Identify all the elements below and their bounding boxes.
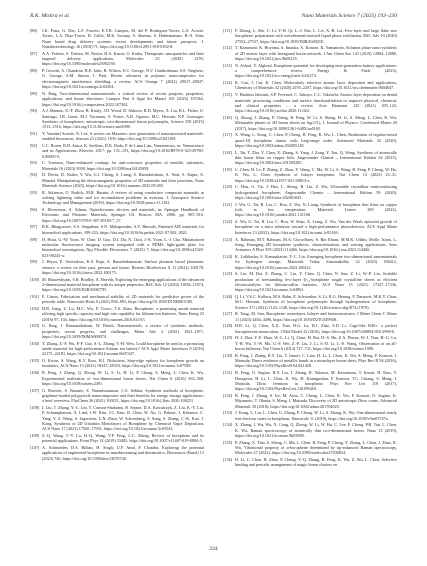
reference-entry [30,131,204,142]
reference-text: Y. Zhang, Z.-F. Wu, P.-F. Gao, S.-L. Zhang, Y.-H. Wen, Could borophene be used as a promising anode material for high-performance lithium ion battery? ACS Appl Mater Interfaces 8 (2016) 22175–22181, https://doi.org/10.1021/acsami.6b07447. [42,340,204,357]
reference-text: C. Hou, G. Tai, J. Hao, L. Sheng, B. Liu, Z. Wu, Ultrastable crystalline semiconducting hydrogenated borophene, Angewandte Chemie – International Edition 59 (2020), https://doi.org/10.1002/anie.202001045. [235,184,397,201]
reference-number: [97] [30,224,37,230]
reference-text: K. Lalithesha, S. Karunakaran, T.-C. Lin, Emerging borophene two-dimensional nanomaterials for hydrogen storage, Materials Today Sustainability 22 (2023) 100412, https://doi.org/10.1016/j.mtsust.2023.100412. [235,253,397,270]
reference-number: [92] [30,142,37,148]
reference-number: [124] [223,253,233,259]
reference-number: [93] [30,160,37,166]
reference-entry [30,306,204,322]
reference-entry [223,335,397,351]
reference-entry [223,202,397,218]
reference-number: [115] [223,92,232,98]
reference-text: Z.-Q. Wang, T.-Y. Lu, H.-Q. Wang, Y.P. Feng, J.-C. Zheng, Review of borophene and its potential applications, Front Phys 14 (2019) 33403, https://doi.org/10.1007/s11467-019-0884-5. [42,432,204,444]
reference-text: H.B. Jiang, Z. Lu, M.C. Wu, F. Ciucci, T.S. Zhao, Borophene: a promising anode material offering high specific capacity and high rate capability for lithium-ion batteries, Nano Energ 23 (2016) 97–104, https://doi.org/10.1016/j.nanoen.2016.03.013. [42,306,204,322]
reference-number: [101] [30,293,40,299]
reference-entry [30,405,204,432]
reference-text: J. Wu, G. Tai, R. Liu, C. Hou, Z. Wu, N. Liang, Synthesis of borophene thin films on copper foils at low temperature, Materials Letters 305 (2022), https://doi.org/10.1016/j.matlet.2021.131166. [235,201,397,218]
reference-number: [109] [30,432,40,438]
reference-number: [90] [30,108,37,114]
reference-text: H.-J. Zhai, Y.-F. Zhao, W.-L. Li, Q. Chen, H. Bai, H.-S. Hu, Z.A. Piazza, W.-J. Tian, H.-G. Lu, Y.-B. Wu, Y.-W. Mu, G.-F. Wei, Z.-P. Liu, J. Li, S.-D. Li, L.-S. Wang, Observation of an all-boron fullerene, Nat Chem 6 (2014) 727–731, https://doi.org/10.1038/nchem.1999. [235,335,397,352]
reference-entry [223,271,397,292]
reference-text: A. Schmieden, D.S. Bilbao, H. Singh, U.F. Amd, P. Chandra, Exploring the potential applications of engineered borophene in nanobiosensing and theranostics, Biosensors (Basel) 13 (2023) 740, https://doi.org/10.3390/bios13070740. [42,445,204,461]
reference-number: [94] [30,172,37,178]
reference-number: [117] [223,132,232,138]
reference-entry [30,358,204,369]
reference-entry [223,150,397,166]
reference-text: Q. Li, V.S.C. Kolluru, M.S. Rahn, E. Schwenker, S. Li, R.G. Hennig, P. Darancet, M.K.Y. Chan, M.C. Hersam, Synthesis of borophene polymorphs through hydrogenation of borophene, Science 371 (2021) 1143–1148, https://doi.org/10.1126/science.abg1874 (1979). [235,293,397,310]
reference-text: A.A. Yetisen, S. Yetisen, M. Nestor, H.A. Kassir, O. Kutka, Therapeutic nanoparticles and their targeted delivery applications, Molecules 25 (2020) 2193, https://doi.org/10.3390/molecules25092193. [42,50,204,67]
header-authors: R.K. Mishra et al. [30,13,71,19]
reference-text: K. Cao, J. Cui, K. Chen, Molecularly selective atomic layer deposition and applications, Chemistry of Materials 32 (2020) 2195–2207, https://doi.org/10.1021/acs.chemmater.9b04647. [235,80,397,91]
reference-text: F. Cinzia, Fabrication and mechanical stability of 2D materials for predictive power of the periodic table, Nanoscale Horiz 6 (2021) 856–892, https://doi.org/10.1039/D1NH00113B. [42,293,204,305]
reference-number: [100] [30,276,40,282]
references-column-left [30,28,204,462]
reference-number: [125] [223,271,233,277]
reference-number: [116] [223,114,232,120]
reference-text: C.C. Boren, R.H. Anica, K. Steffens, D.K. Deda, P. de Lima Lins, Nanosensors, in: Nanoscience and its Applications, Elsevier, 2017: pp. 131–153, https://doi.org/10.1016/B978-0-323-49780-0.00005-5. [42,142,204,159]
reference-text: R. Peng, J. Zhang, Q. Zhong, W. Li, S. Li, H. Li, P. Cheng, S. Meng, L. Chen, K. Wu, Experimental realization of two-dimensional boron sheets, Nat Chem 8 (2016) 563–568, https://doi.org/10.1038/nchem.2491. [42,370,204,386]
reference-entry [223,323,397,334]
reference-number: [120] [223,184,233,190]
reference-entry [223,353,397,369]
reference-number: [113] [223,62,232,68]
reference-number: [112] [223,45,232,51]
reference-entry [223,45,397,61]
reference-entry [223,393,397,409]
reference-entry [30,108,204,129]
reference-entry [30,68,204,89]
reference-text: R. Atkinson, O. Rodick, M.R. Hasnin, A review of using conductive composite materials in solving lightning strike and ice accumulation problems in aviation, J. Aerospace Science Technology and Management (2019), https://doi.org/10.5028/jatm.v11.1102. [42,189,204,206]
reference-number: [99] [30,259,37,265]
reference-entry [223,440,397,456]
reference-text: L. Tai, T. Zhu, Y. Chen, X. Zhang, S. Yang, J. Zong, Y. Tou, Q. Wang, Synthesis of atomically thin boron films on copper foils, Angewandte Chemie – International Edition 54 (2015), https://doi.org/10.1002/anie.201509285. [235,149,397,166]
reference-text: C. Chen, H. Lv, P. Zhang, Z. Zhou, Y. Wang, C. Ma, W. Li, S. Wang, B. Feng, P. Cheng, W. Ho, K. Wu, L. Chen, Synthesis of bilayer borophene, Nat Chem 14 (2022) 25–31, https://doi.org/10.1038/s41557-021-00813-z. [235,167,397,183]
reference-entry [223,294,397,310]
reference-text: B. Feng, J. Zhang, R.Y. Liu, T. Iimori, C. Lian, H. Li, L. Chen, K. Wu, S. Meng, F. Komori, I. Matsuda, Direct evidence of metallic bands in a monolayer boron sheet, Phys Rev B 94 (2016), https://doi.org/10.1103/PhysRevB.94.041408. [235,352,397,369]
reference-number: [128] [223,323,233,329]
reference-text: J.K. Patra, G. Das, L.F. Fraceto, E.V.R. Campos, M. del P. Rodriguez-Torres, L.S. Acosta-Torres, L.A. Diaz-Torres, R. Grillo, M.K. Swamy, S. Sharma, S. Habtemariam, H.-S. Shin, Nano based drug delivery systems: recent developments and future prospects, J. Nanobiotechnology 16 (2018) 71, https://doi.org/10.1186/s12951-018-0392-8. [42,28,204,50]
reference-number: [136] [223,457,233,463]
reference-text: J. Kong, L. Liu, L. Chen, G. Zhang, P. Cheng, W. Li, S. Zhang, K. Wu, One-dimensional nearly free electron states in borophene, Nanoscale 11 (2019), https://doi.org/10.1039/c9nr03747a. [235,410,397,421]
reference-number: [87] [30,50,37,56]
reference-number: [127] [223,311,233,317]
reference-number: [102] [30,306,40,311]
reference-text: G. Raig, J. Ramanathakam, W. Palath, Nanomaterials: a review of synthesis methods, properties, recent progress, and challenges, Mater Adv 2 (2021) 1821–1871, https://doi.org/10.1039/D0MA00807A. [42,323,204,340]
reference-text: S. Liu, M. Bai, Z. Zhang, C. Liu, Y. Chen, Q. Chen, N. Sun, Z. Li, W.-P. Lin, Scalable production of freestanding few-layer β-₁₂-borophene single crystalline sheets as efficient electrocatalysts for lithium-sulfur batteries, ACS Nano 15 (2021) 17327–17336, https://doi.org/10.1021/acsnano.1c04961. [235,271,397,293]
reference-text: V. Hashimi Jahromi, S.P. Fevrasel, C. Sakuyo, C.C. Takeuchi, Atomic layer deposition on dental materials: processing conditions and surface functionalization to improve physical, chemical, and clinical properties – a review, Acta Biomater 123 (2021) 109–123, https://doi.org/10.1016/j.actbio.2020.11.024. [235,92,397,114]
reference-number: [88] [30,68,37,74]
reference-text: O. Kwon, S. Wang, K.V. Ross, R.J. Nicholson, Step-edge epitaxy for borophene growth on insulators, ACS Nano 13 (2021) 18347–18353, https://doi.org/10.1021/acsnano.1c07589. [42,358,204,369]
reference-text: P. Zhang, X. Tian, S. Sheng, C. Ma, L. Chen, B. Feng, P. Cheng, Y. Zhang, L. Chen, J. Zhao, K. Wu, Vibrational property of α-borophene determined by tip-enhanced Raman spectroscopy, Molecules 27 (2022), https://doi.org/10.3390/molecules27030834. [235,439,397,456]
reference-entry [30,143,204,159]
reference-entry [223,92,397,113]
reference-text: X. Zhang, J. Wu, Wu, X. Cong, Q. Zhong, W. Li, W. Hu, C. Lee, P. Cheng, P.H. Tan, L. Chen, K. Wu, Raman spectroscopy of atomically thin two-dimensional boron, Nano 13 (2019), https://doi.org/10.1021/acsnano.9b03989. [235,422,397,438]
reference-text: T. Kazumoto, K. Hoyama, S. Imaoka, A. Konose, K. Yamamoto, Solution phase nano synthesis of 2D atomic layer with hexagonal boron network, J Am Chem Soc 141 (2019) 12884–12886, https://doi.org/10.1021/jacs.9b06125. [235,45,397,62]
reference-number: [123] [223,236,233,242]
reference-text: H. Li, C. Chen, H. Zhao, P. Cheng, Y.-Q. Zhang, B. Feng, K. Wu, Z. Wu, L. Chen, Selective binding and periodic arrangement of magic boron clusters on [235,457,397,468]
reference-text: N. Baig, Two-dimensional nanomaterials: a critical review of recent progress, properties, applications, and future directions, Compos Part A Appl Sci Manuf 165 (2023) 107362, https://doi.org/10.1016/j.compositesa.2022.107362. [42,90,204,107]
reference-text: S. Devereaux, A. Adams, Optoelectronic devices and materials, in: Springer Handbook of Electronic and Photonic Materials, Springer US, Boston, MA, 2006, pp. 887–916, https://doi.org/10.1007/978-0-387-29185-7_37. [42,207,204,223]
references-column-right [223,28,397,469]
reference-text: N. Ashraf, Y. Alghoul, Borophene-potential for developing next-generation battery applications: a comprehensive review, Energy & Fuels (2023), https://doi.org/10.1021/acs.energyfuels.3c02273. [235,62,397,79]
reference-entry [30,259,204,275]
reference-entry [223,63,397,79]
reference-number: [107] [30,387,40,393]
reference-number: [133] [223,410,233,416]
reference-entry [30,277,204,293]
reference-text: P. Gewein, A. Chandran, R.E. John, R. Wilson, E.C. George, N.V. Unnikrishnan, S.S. Varghese, G. George, S.M. Simon, I. Paul, Recent advances in polymer nanocomposites for electromagnetic interference shielding: a review, ACS Omega 7 (2022) 29017–29047, https://doi.org/10.1021/acsomega.2c02504. [42,68,204,90]
reference-text: Q. Zhong, J. Zhang, P. Cheng, B. Feng, W. Li, S. Sheng, H. Li, S. Meng, L. Chen, K. Wu, Metastable phases of 2D boron sheets on Ag(111), J. Journal of Physics: Condensed Matter 29 (2017), https://doi.org/10.1088/1361-648X/aa5165. [235,114,397,131]
reference-entry [223,410,397,421]
reference-number: [106] [30,370,40,376]
reference-number: [103] [30,323,40,329]
reference-number: [132] [223,392,233,398]
reference-text: Y. Varadarl Suresh, N. Lee, A review on Maxenes: new generation of nanostructured materials-enabled biosensors, Sensors 21 (2021) 1109, https://doi.org/10.3390/s21041109. [42,130,204,142]
reference-number: [108] [30,404,40,410]
reference-entry [223,28,397,44]
reference-text: J. Hryza, E. Sirvisuleas, K.S. Raju, A. Ramalinkumaran, Surface plasmon based plasmonic sensors: a review on their past, present and future, Biosens Bioelectron X 11 (2022) 100178, https://doi.org/10.1016/j.biosx.2022.100175. [42,259,204,275]
header-journal: Nano Materials Science 7 (2025) 193–230 [301,13,397,19]
reference-entry [223,370,397,391]
reference-text: A.J. Mannix, X.-F. Zhou, B. Kiraly, J.D. Wood, D. Alducin, B.D. Myers, X. Liu, B.L. Fisher, U. Santiago, J.R. Guest, M.J. Yacaman, A. Ponce, A.R. Oganov, M.C. Hersam, N.P. Guisinger, Synthesis of borophenes: anisotropic, two-dimensional boron polymorphs, Science 350 (2015) 1513–1516, https://doi.org/10.1126/science.aad1080. [42,108,204,130]
reference-number: [122] [223,219,233,225]
reference-number: [86] [30,28,37,33]
reference-entry [223,184,397,200]
page-number: 224 [209,546,218,552]
reference-entry [30,172,204,188]
reference-text: Z. Wu, G. Tai, R. Liu, C. Hou, W. Shao, X. Liang, Z. Wu, Van der Waals epitaxial growth of borophene on a mica substrate toward a high-performance photodetector, ACS Appl Mater Interfaces 13 (2021), https://doi.org/10.1021/acsami.1c05146. [235,219,397,235]
reference-entry [30,190,204,206]
reference-number: [96] [30,207,37,213]
reference-number: [118] [223,149,232,155]
reference-text: B.K. Bhagyasree, S.S. Singathan, S.N. Mahapondan, S.V. Bhosale, Patented AIE materials for biomedical applications, 199-223, https://doi.org/10.1016/bs.pmbts.2021.07.002, 2021. [42,224,204,235]
reference-text: X. Wang, L. Kong, C. Chen, P. Cheng, B. Feng, K. Wu, L. Chen, Realization of regular-mixed quasi-1D borophene chains with long-range order, Advanced Materials 32 (2020), https://doi.org/10.1002/adma.202005128. [235,132,397,148]
reference-text: A. Rahman, M.T. Rahman, M.A. Chowdhury, S. Bin Ehsan, M.M.K. Uddin, Molle, Islam, L. Song, Emerging 2D borophene synthesis, characterization, and sensing applications, Sens Actuators A Phys 359 (2023) 114466, https://doi.org/10.1016/j.sna.2023.114466. [235,236,397,253]
reference-entry [223,80,397,91]
reference-entry [223,219,397,235]
reference-number: [114] [223,80,232,86]
reference-entry [30,294,204,305]
reference-number: [111] [223,28,232,33]
reference-text: G. Rouvier, S. Baraniv, S. Nazenbuzaanan, C.S. Sekhar, Synthesis methods of borophene, graphene-loaded polypyrrole nanocomposites and their benefits for energy storage applications: a brief overview, FlatChem 26 (2021) 100251, https://doi.org/10.1016/j.flatc.2020.100251. [42,387,204,404]
reference-number: [110] [30,445,39,450]
reference-text: I. Liu, T. Zhang, Y.-C. Lin, T. Conson-Shakuma, B. Sepser, D.A. Kowalczyk, Z. Liu, K.-Y. Liu, P. Schumphatsen, A. Lind, J.W. Kim, J.C. Kim, B. Chen, W. Xu, G. Palmer, J. Kabanov, C. Yang, Y. Z. Wang, S. Jagerstein, L.N. Zhou, W. Schoenberg, S. Song, S. Zhang, C.-K. Kuo, J. Kong, Synthesis of 2D Ultrathin Monolayers of Borophene by Chemical Vapor Deposition, ACS Nano 17 (2023) 17920–17931, https://doi.org/10.1021/acsnano.3c03543. [42,404,204,432]
reference-text: R. Yang, M. Sun, Borophene: monolayer, bilayer and heterostructures, J Mater Chem C Mater 11 (2023) 4484–4496, https://doi.org/10.1039/D2TC04994K. [235,311,397,322]
reference-text: F. Zhong, L. She, C. Li, Y.-B. Qi, L.-J. Fan, L. Lei, X.-B. Lei, Few-layer and large flake size borophene: preparation with solvothermal-assisted liquid phase exfoliation, RSC Adv 10 (2020) 27532–27537, https://doi.org/10.1039/D0RA04921E. [235,28,397,44]
reference-entry [30,28,204,49]
reference-entry [30,160,204,171]
reference-entry [223,167,397,183]
reference-entry [223,132,397,148]
reference-number: [135] [223,439,233,445]
reference-number: [98] [30,236,37,242]
reference-text: D. Devin, D. Nailer, Y. Wu, G.J. Cheng, S. Liang, S. Ramakrishnan, A. Neal, S. Kapta, A. Mandal, Manipulating the electromagnetic properties of 2D materials and their junctions, Nano Materials Science (2025), https://doi.org/10.1016/j.nanoms.2025.09.003. [42,172,204,189]
reference-entry [30,207,204,223]
reference-number: [134] [223,422,233,428]
reference-entry [223,457,397,468]
reference-entry [223,115,397,131]
reference-text: H. Hirai, G.-W. Yoon, W. Chae, D. Guo, D.J. Du, N. Choi, J.-E. Yoon, L.-J. Cha, Miniaturized molecular fluorescence imaging system integrated with a PDMS light-guide plate for biomedical investigation, Npj Flexible Electronics 7 (2023) 7, https://doi.org/10.1038/s41528-023-00243-w. [42,236,204,258]
reference-entry [223,311,397,322]
reference-entry [30,91,204,107]
reference-entry [30,51,204,67]
reference-entry [223,254,397,270]
reference-number: [130] [223,352,233,358]
reference-entry [30,445,204,461]
reference-entry [223,422,397,438]
reference-entry [30,370,204,386]
reference-number: [89] [30,90,37,96]
reference-text: B. Feng, O. Sugino, R.Y. Liu, J. Zhang, R. Yukawa, M. Kawamura, T. Iimori, H. Kim, Y. Hasegawa, H. Li, L. Chen, K. Wu, H. Kumigashira, F. Komori, T.C. Chiang, S. Meng, I. Matsuda, Dirac fermions in borophene, Phys Rev Lett 118 (2017), https://doi.org/10.1103/PhysRevLett.118.096401. [235,370,397,392]
reference-entry [30,237,204,258]
reference-number: [104] [30,340,40,346]
reference-entry [223,237,397,253]
reference-entry [30,341,204,357]
reference-number: [126] [223,293,233,299]
reference-entry [30,323,204,339]
reference-number: [131] [223,370,233,376]
reference-entry [30,224,204,235]
reference-text: C. Ivarsson, Nano-enhanced coatings for anti-corrosion properties of metallic substrates, Materials 16 (2023) 5058, https://doi.org/10.3390/ma16145058. [42,160,204,171]
reference-number: [129] [223,335,233,341]
reference-entry [30,388,204,404]
reference-text: B. Feng, J. Zhang, S. Ito, M. Arita, C. Cheng, L. Chen, K. Wu, F. Komori, O. Sugino, K. Miyamoto, T. Okuda, S. Meng, I. Matsuda, Discovery of 2D anisotropic Dirac cones, Advanced Materials 30 (2018), https://doi.org/10.1002/adma.201704025. [235,392,397,409]
reference-entry [30,433,204,444]
running-header [30,13,397,22]
reference-number: [121] [223,201,233,207]
reference-number: [105] [30,358,40,364]
reference-number: [91] [30,130,37,136]
reference-number: [95] [30,189,37,195]
reference-number: [119] [223,167,232,172]
reference-text: H.R. Li, Q. Chen, X.X. Tian, H.G. Lu, H.J. Zhai, S.D. Li, Cage-like B40+: a perfect borospherene monocation, J Mol Model 22 (2016), https://doi.org/10.1007/s00894-016-2990-6. [235,323,397,334]
reference-text: M. Bhaweshyam, S.R. Bradley, A. Havesh, Exploring the emerging applications of the advanced 2-dimensional material borophene with its unique properties, RSC Adv 12 (2022) 11836–11874, https://doi.org/10.1039/D2RA00677D. [42,276,204,293]
